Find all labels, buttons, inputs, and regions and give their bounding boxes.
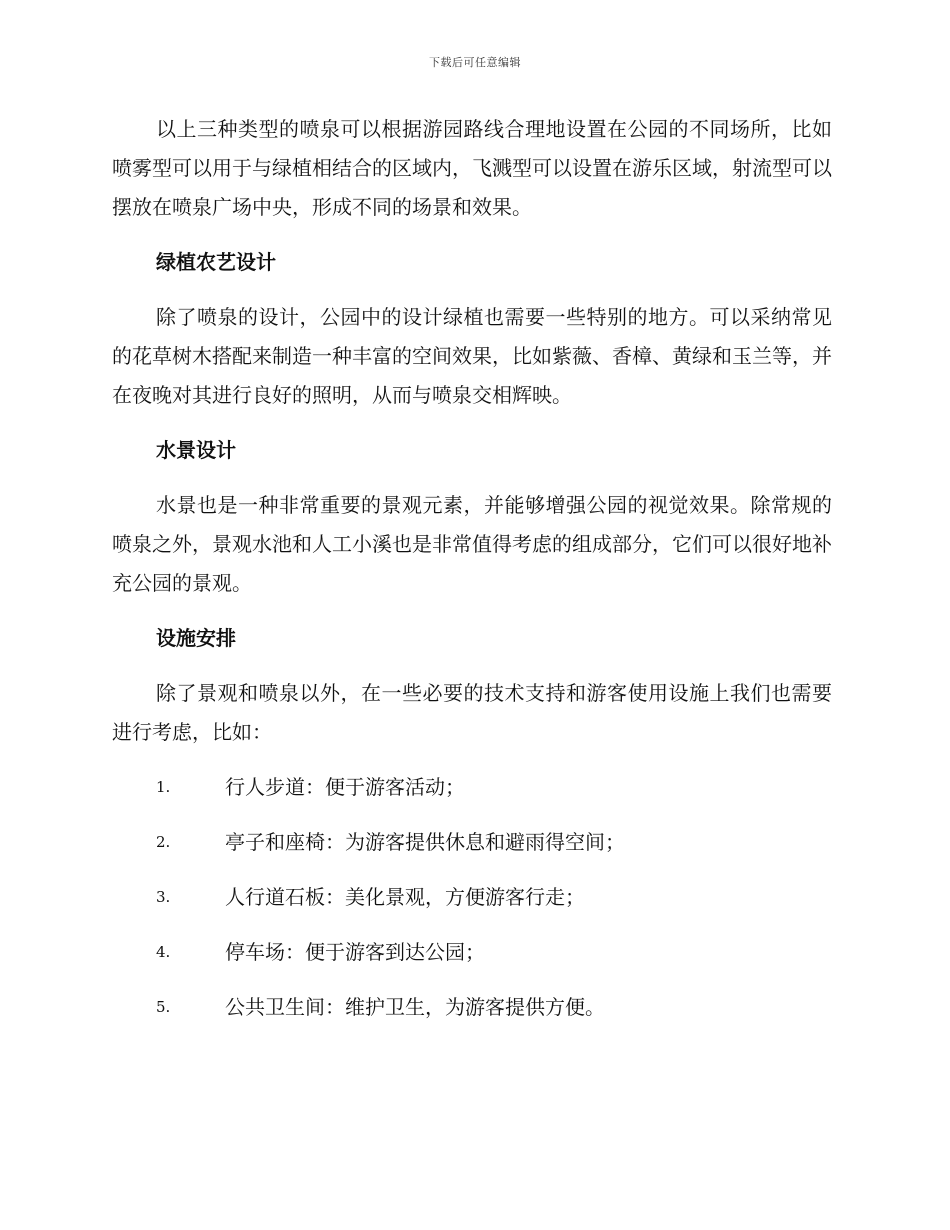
list-item-text: 人行道石板：美化景观，方便游客行走； (225, 885, 585, 909)
list-item-number: 5. (156, 998, 171, 1016)
waterscape-paragraph: 水景也是一种非常重要的景观元素，并能够增强公园的视觉效果。除常规的喷泉之外，景观水池和人工小溪也是非常值得考虑的组成部分，它们可以很好地补充公园的景观。 (112, 493, 832, 595)
list-item (112, 823, 832, 862)
page-header: 下载后可任意编辑 (429, 56, 521, 69)
greenery-heading: 绿植农艺设计 (156, 250, 276, 274)
facilities-paragraph: 除了景观和喷泉以外，在一些必要的技术支持和游客使用设施上我们也需要进行考虑，比如： (112, 681, 832, 744)
list-item-number: 4. (156, 943, 171, 961)
list-item-text: 亭子和座椅：为游客提供休息和避雨得空间； (225, 830, 625, 854)
list-item-number: 3. (156, 888, 171, 906)
greenery-paragraph: 除了喷泉的设计，公园中的设计绿植也需要一些特别的地方。可以采纳常见的花草树木搭配来制造一种丰富的空间效果，比如紫薇、香樟、黄绿和玉兰等，并在夜晚对其进行良好的照明，从而与喷泉交相辉映。 (112, 305, 832, 407)
list-item (112, 768, 832, 807)
waterscape-heading: 水景设计 (156, 438, 236, 462)
list-item-number: 2. (156, 833, 171, 851)
list-item (112, 933, 832, 972)
list-item-text: 停车场：便于游客到达公园； (225, 940, 485, 964)
list-item (112, 878, 832, 917)
document-body (112, 110, 832, 1043)
list-item-number: 1. (156, 778, 171, 796)
list-item (112, 988, 832, 1027)
list-item-text: 公共卫生间：维护卫生，为游客提供方便。 (225, 995, 605, 1019)
facilities-heading: 设施安排 (156, 626, 236, 650)
intro-paragraph: 以上三种类型的喷泉可以根据游园路线合理地设置在公园的不同场所，比如喷雾型可以用于与绿植相结合的区域内，飞溅型可以设置在游乐区域，射流型可以摆放在喷泉广场中央，形成不同的场景和效果。 (112, 117, 832, 219)
facilities-list (112, 768, 832, 1027)
list-item-text: 行人步道：便于游客活动； (225, 775, 465, 799)
